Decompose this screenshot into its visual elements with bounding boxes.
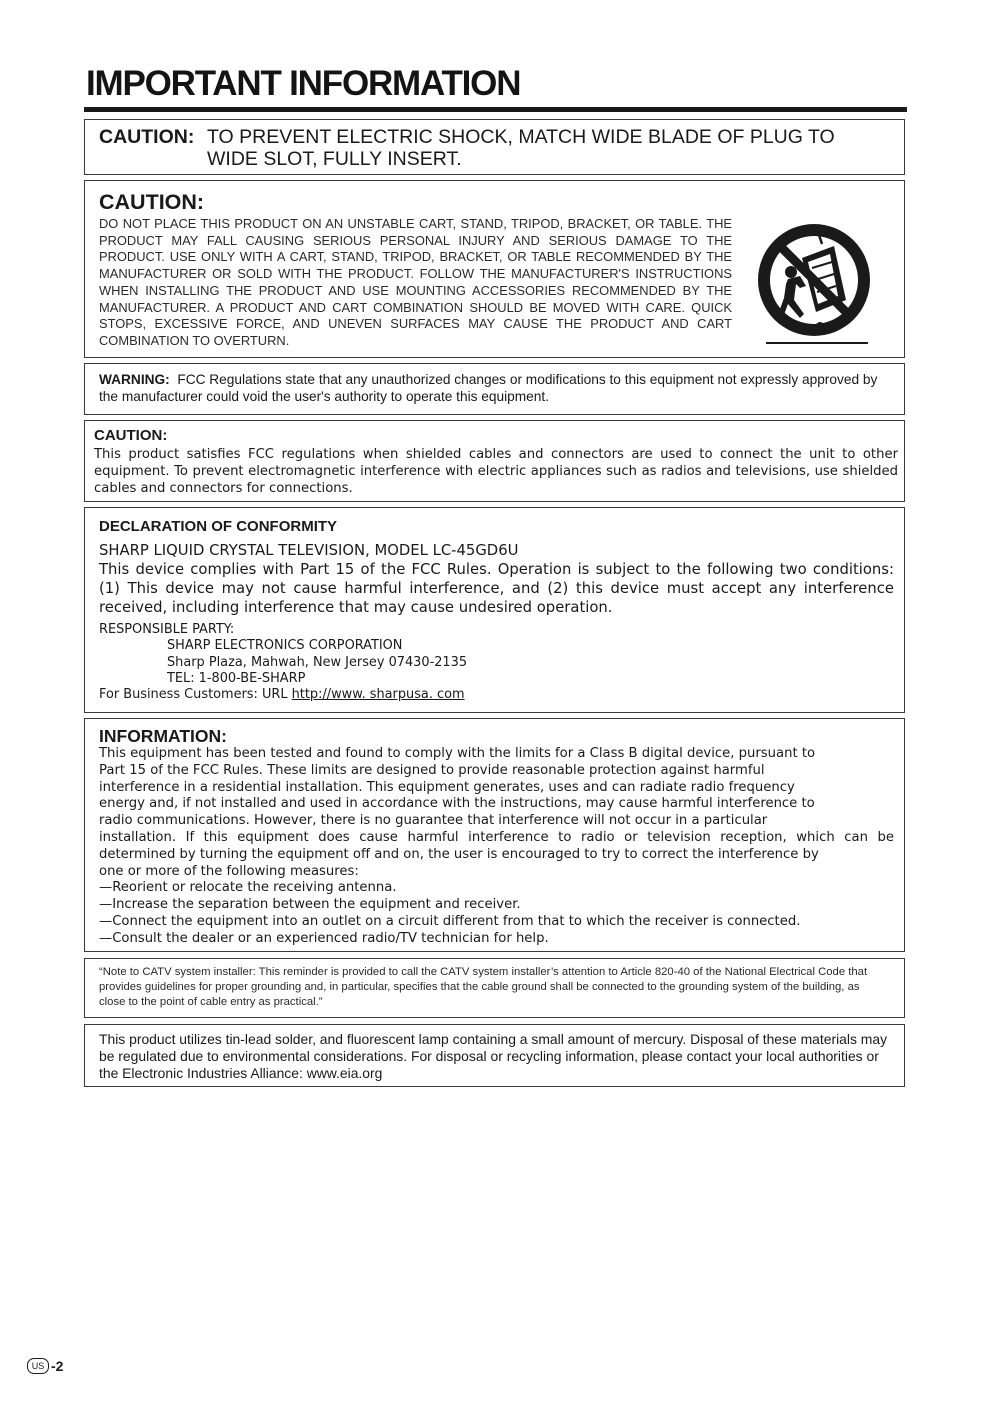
caution-plug-label: CAUTION: — [99, 126, 195, 148]
sharp-url-link[interactable]: http://www. sharpusa. com — [291, 687, 465, 702]
company-tel: TEL: 1-800-BE-SHARP — [167, 671, 306, 686]
page-title: IMPORTANT INFORMATION — [86, 64, 521, 103]
information-label: INFORMATION: — [99, 726, 227, 746]
warning-label: WARNING: — [99, 372, 170, 387]
responsible-party-label: RESPONSIBLE PARTY: — [99, 622, 235, 637]
measure-item: —Consult the dealer or an experienced radio/TV technician for help. — [99, 930, 549, 946]
disposal-text: This product utilizes tin-lead solder, and fluorescent lamp containing a small amount of mercury. Disposal of these materials may be regulated due to environmental considerations. For disposal or recycling information, please contact your local authorities or the Electronic Industries Alliance: www.eia.org — [99, 1031, 888, 1081]
cart-tip-over-warning-icon — [752, 216, 880, 349]
declaration-heading: DECLARATION OF CONFORMITY — [99, 518, 338, 535]
page-footer — [27, 1358, 63, 1374]
declaration-body: This device complies with Part 15 of the FCC Rules. Operation is subject to the following two conditions: (1) This device may not cause harmful interference, and (2) this device must accept any interference received, including interference that may cause undesired operation. — [99, 561, 894, 616]
warning-text-block — [99, 371, 889, 405]
region-badge: US — [27, 1358, 49, 1374]
page-number: -2 — [51, 1358, 64, 1374]
information-text — [99, 746, 894, 948]
company-name: SHARP ELECTRONICS CORPORATION — [167, 638, 403, 653]
caution-plug-box — [84, 119, 905, 175]
measure-item: —Reorient or relocate the receiving antenna. — [99, 880, 397, 896]
information-line: radio communications. However, there is no guarantee that interference will not occur in a particular — [99, 813, 768, 829]
declaration-model: SHARP LIQUID CRYSTAL TELEVISION, MODEL LC-45GD6U — [99, 542, 519, 559]
business-customers-line — [99, 687, 465, 702]
caution-fcc-text: This product satisfies FCC regulations when shielded cables and connectors are used to connect the unit to other equipment. To prevent electromagnetic interference with electric appliances such as radios and televisions, use shielded cables and connectors for connections. — [94, 447, 898, 496]
information-line: This equipment has been tested and found to comply with the limits for a Class B digital device, pursuant to — [99, 746, 816, 761]
information-line: one or more of the following measures: — [99, 863, 359, 879]
information-line: Part 15 of the FCC Rules. These limits are designed to provide reasonable protection against harmful — [99, 762, 765, 778]
disposal-box — [84, 1024, 905, 1087]
company-address: Sharp Plaza, Mahwah, New Jersey 07430-2135 — [167, 654, 468, 670]
measure-item: —Increase the separation between the equipment and receiver. — [99, 897, 521, 913]
catv-note-box — [84, 958, 905, 1018]
caution-plug-text: TO PREVENT ELECTRIC SHOCK, MATCH WIDE BLADE OF PLUG TO WIDE SLOT, FULLY INSERT. — [207, 126, 835, 170]
caution-cart-text: DO NOT PLACE THIS PRODUCT ON AN UNSTABLE CART, STAND, TRIPOD, BRACKET, OR TABLE. THE PRODUCT MAY FALL CAUSING SERIOUS PERSONAL INJURY AND SERIOUS DAMAGE TO THE PRODUCT. USE ONLY WITH A CART, STAND, TRIPOD, BRACKET, OR TABLE RECOMMENDED BY THE MANUFACTURER OR SOLD WITH THE PRODUCT. FOLLOW THE MANUFACTURER'S INSTRUCTIONS WHEN INSTALLING THE PRODUCT AND USE MOUNTING ACCESSORIES RECOMMENDED BY THE MANUFACTURER. A PRODUCT AND CART COMBINATION SHOULD BE MOVED WITH CARE. QUICK STOPS, EXCESSIVE FORCE, AND UNEVEN SURFACES MAY CAUSE THE PRODUCT AND CART COMBINATION TO OVERTURN. — [99, 216, 732, 348]
information-line: determined by turning the equipment off and on, the user is encouraged to try to correct the interference by — [99, 846, 819, 862]
responsible-party-address — [167, 638, 467, 688]
warning-text: FCC Regulations state that any unauthorized changes or modifications to this equipment not expressly approved by the manufacturer could void the user's authority to operate this equipment. — [99, 372, 878, 404]
catv-note-text: “Note to CATV system installer: This reminder is provided to call the CATV system installer’s attention to Article 820-40 of the National Electrical Code that provides guidelines for proper grounding and, in particular, specifies that the cable ground shall be connected to the grounding system of the building, as close to the point of cable entry as practical.” — [99, 966, 868, 1008]
declaration-box — [84, 507, 905, 713]
information-line: energy and, if not installed and used in accordance with the instructions, may cause harmful interference to — [99, 796, 815, 812]
caution-fcc-box — [84, 420, 905, 502]
warning-box — [84, 363, 905, 415]
information-line: interference in a residential installation. This equipment generates, uses and can radiate radio frequency — [99, 779, 795, 795]
measure-item: —Connect the equipment into an outlet on a circuit different from that to which the receiver is connected. — [99, 913, 801, 929]
caution-cart-box — [84, 180, 905, 358]
caution-cart-label: CAUTION: — [99, 190, 205, 214]
title-divider — [84, 107, 907, 112]
business-prefix: For Business Customers: URL — [99, 687, 288, 702]
caution-fcc-label: CAUTION: — [94, 427, 168, 444]
information-box — [84, 718, 905, 952]
information-line: installation. If this equipment does cause harmful interference to radio or television reception, which can be — [99, 829, 894, 845]
